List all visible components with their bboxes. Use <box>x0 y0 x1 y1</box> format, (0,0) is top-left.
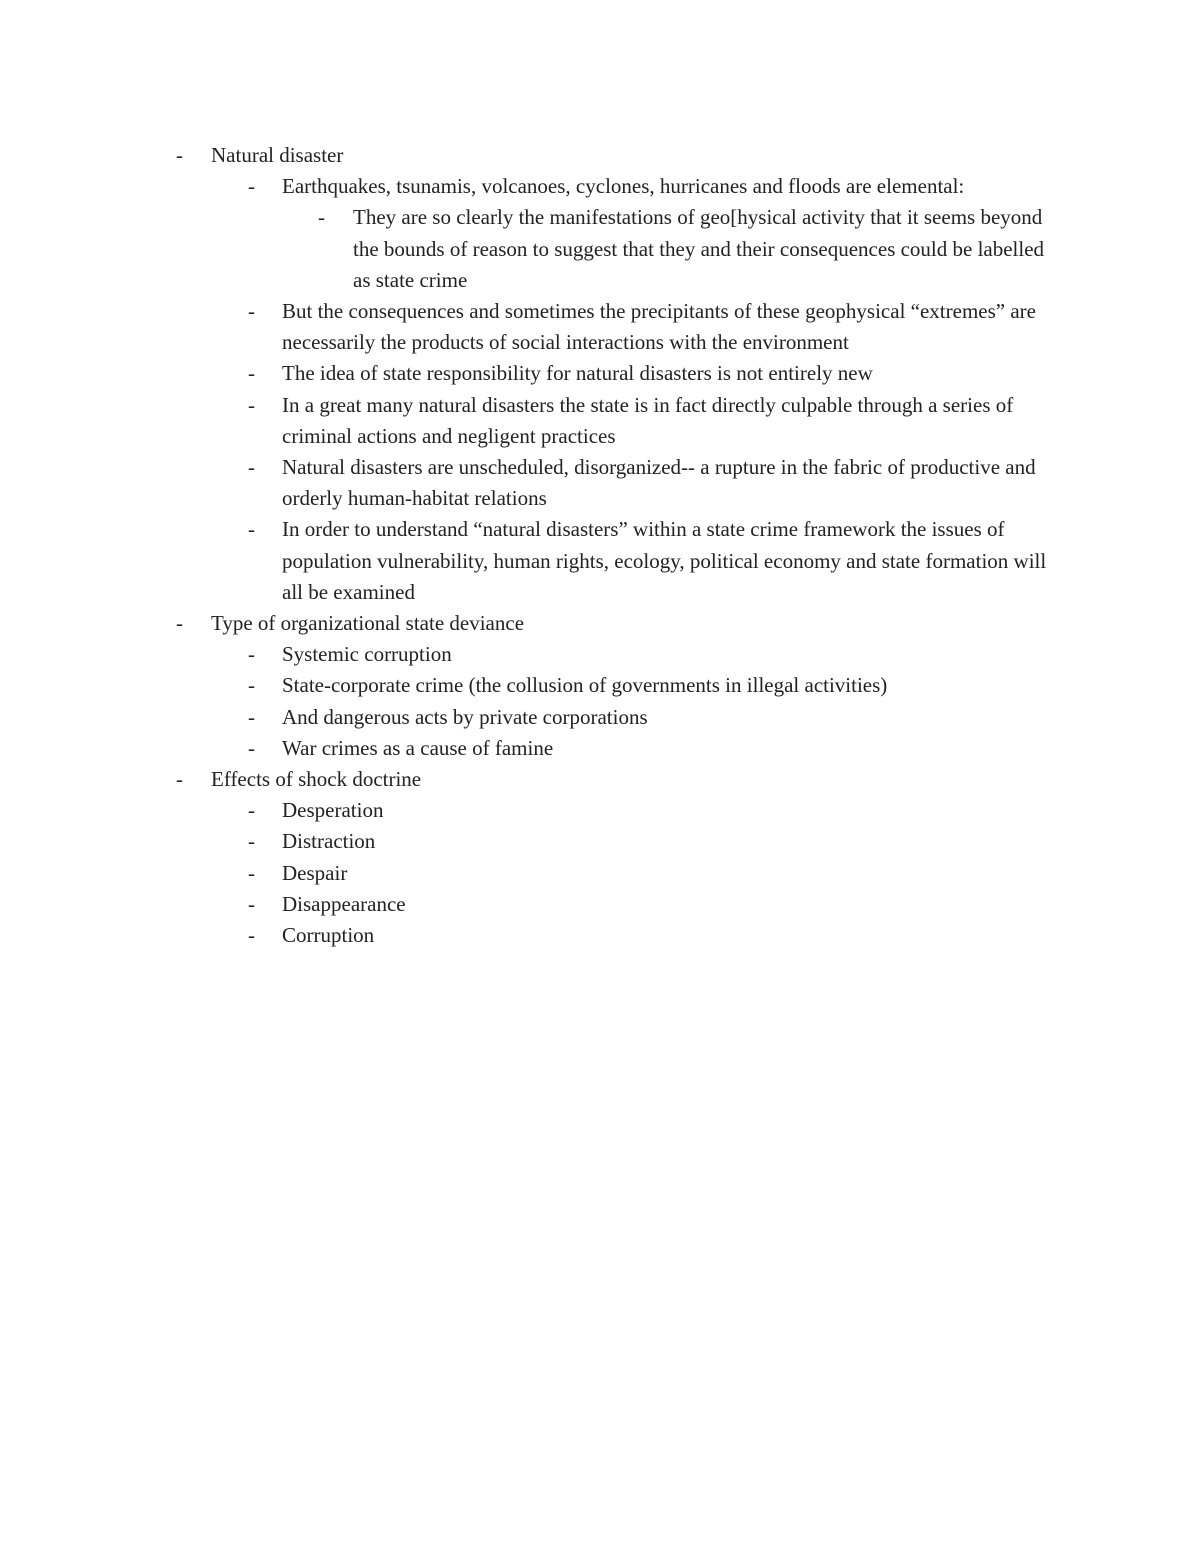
outline-item-text: They are so clearly the manifestations of geo[hysical activity that it seems beyond the bounds of reason to suggest that they and their consequences could be labelled as state crime <box>353 205 1045 292</box>
outline-item-text: War crimes as a cause of famine <box>282 735 554 760</box>
bullet-dash: - <box>248 829 255 854</box>
bullet-dash: - <box>176 611 183 636</box>
outline-item-text: Natural disasters are unscheduled, disorganized-- a rupture in the fabric of productive and orderly human-habitat relations <box>282 455 1036 511</box>
bullet-dash: - <box>248 704 255 729</box>
outline-item-text: Distraction <box>282 829 376 854</box>
outline-subitem <box>0 452 1056 514</box>
outline-item-shock-doctrine <box>0 764 1056 795</box>
outline-item-text: Earthquakes, tsunamis, volcanoes, cyclones, hurricanes and floods are elemental: <box>282 174 965 199</box>
outline-item-text: And dangerous acts by private corporations <box>282 704 648 729</box>
outline-subitem <box>0 639 1056 670</box>
outline-subitem <box>0 514 1056 608</box>
outline-subitem <box>0 390 1056 452</box>
outline-item-text: The idea of state responsibility for natural disasters is not entirely new <box>282 361 873 386</box>
bullet-dash: - <box>248 455 255 480</box>
outline-item-text: Natural disaster <box>211 143 344 167</box>
outline-subitem <box>0 171 1056 202</box>
outline-item-text: Type of organizational state deviance <box>211 611 525 636</box>
bullet-dash: - <box>248 673 255 698</box>
outline-item-text: Systemic corruption <box>282 642 452 667</box>
bullet-dash: - <box>318 205 325 230</box>
outline-item-text: State-corporate crime (the collusion of governments in illegal activities) <box>282 673 888 698</box>
bullet-dash: - <box>248 642 255 667</box>
outline-item-text: Effects of shock doctrine <box>211 767 422 792</box>
outline-item-text: In a great many natural disasters the state is in fact directly culpable through a series of criminal actions and negligent practices <box>282 392 1014 448</box>
outline-item-state-deviance <box>0 608 1056 639</box>
outline-item-text: Corruption <box>282 923 375 948</box>
outline-subitem <box>0 358 1056 389</box>
outline-subitem <box>0 795 1056 826</box>
bullet-dash: - <box>248 361 255 386</box>
bullet-dash: - <box>248 517 255 542</box>
bullet-dash: - <box>176 143 183 167</box>
bullet-dash: - <box>248 891 255 916</box>
outline-subitem <box>0 889 1056 920</box>
outline-subitem <box>0 670 1056 701</box>
outline-item-text: Desperation <box>282 798 384 823</box>
outline-subitem <box>0 920 1056 951</box>
bullet-dash: - <box>248 860 255 885</box>
outline-subitem <box>0 296 1056 358</box>
outline-subitem <box>0 733 1056 764</box>
outline-item-text: Despair <box>282 860 348 885</box>
outline-item-natural-disaster <box>0 140 1056 171</box>
outline-item-text: In order to understand “natural disasters” within a state crime framework the issues of population vulnerability, human rights, ecology, political economy and state formation will all be examined <box>282 517 1047 604</box>
bullet-dash: - <box>248 735 255 760</box>
bullet-dash: - <box>176 767 183 792</box>
bullet-dash: - <box>248 392 255 417</box>
outline-subsubitem <box>0 202 1058 296</box>
outline-subitem <box>0 858 1056 889</box>
outline-subitem <box>0 826 1056 857</box>
bullet-dash: - <box>248 923 255 948</box>
bullet-dash: - <box>248 299 255 324</box>
outline-item-text: Disappearance <box>282 891 406 916</box>
bullet-dash: - <box>248 174 255 199</box>
bullet-dash: - <box>248 798 255 823</box>
outline-item-text: But the consequences and sometimes the precipitants of these geophysical “extremes” are necessarily the products of social interactions with the environment <box>282 299 1036 355</box>
outline-subitem <box>0 702 1056 733</box>
bullet-outline <box>0 140 1200 951</box>
